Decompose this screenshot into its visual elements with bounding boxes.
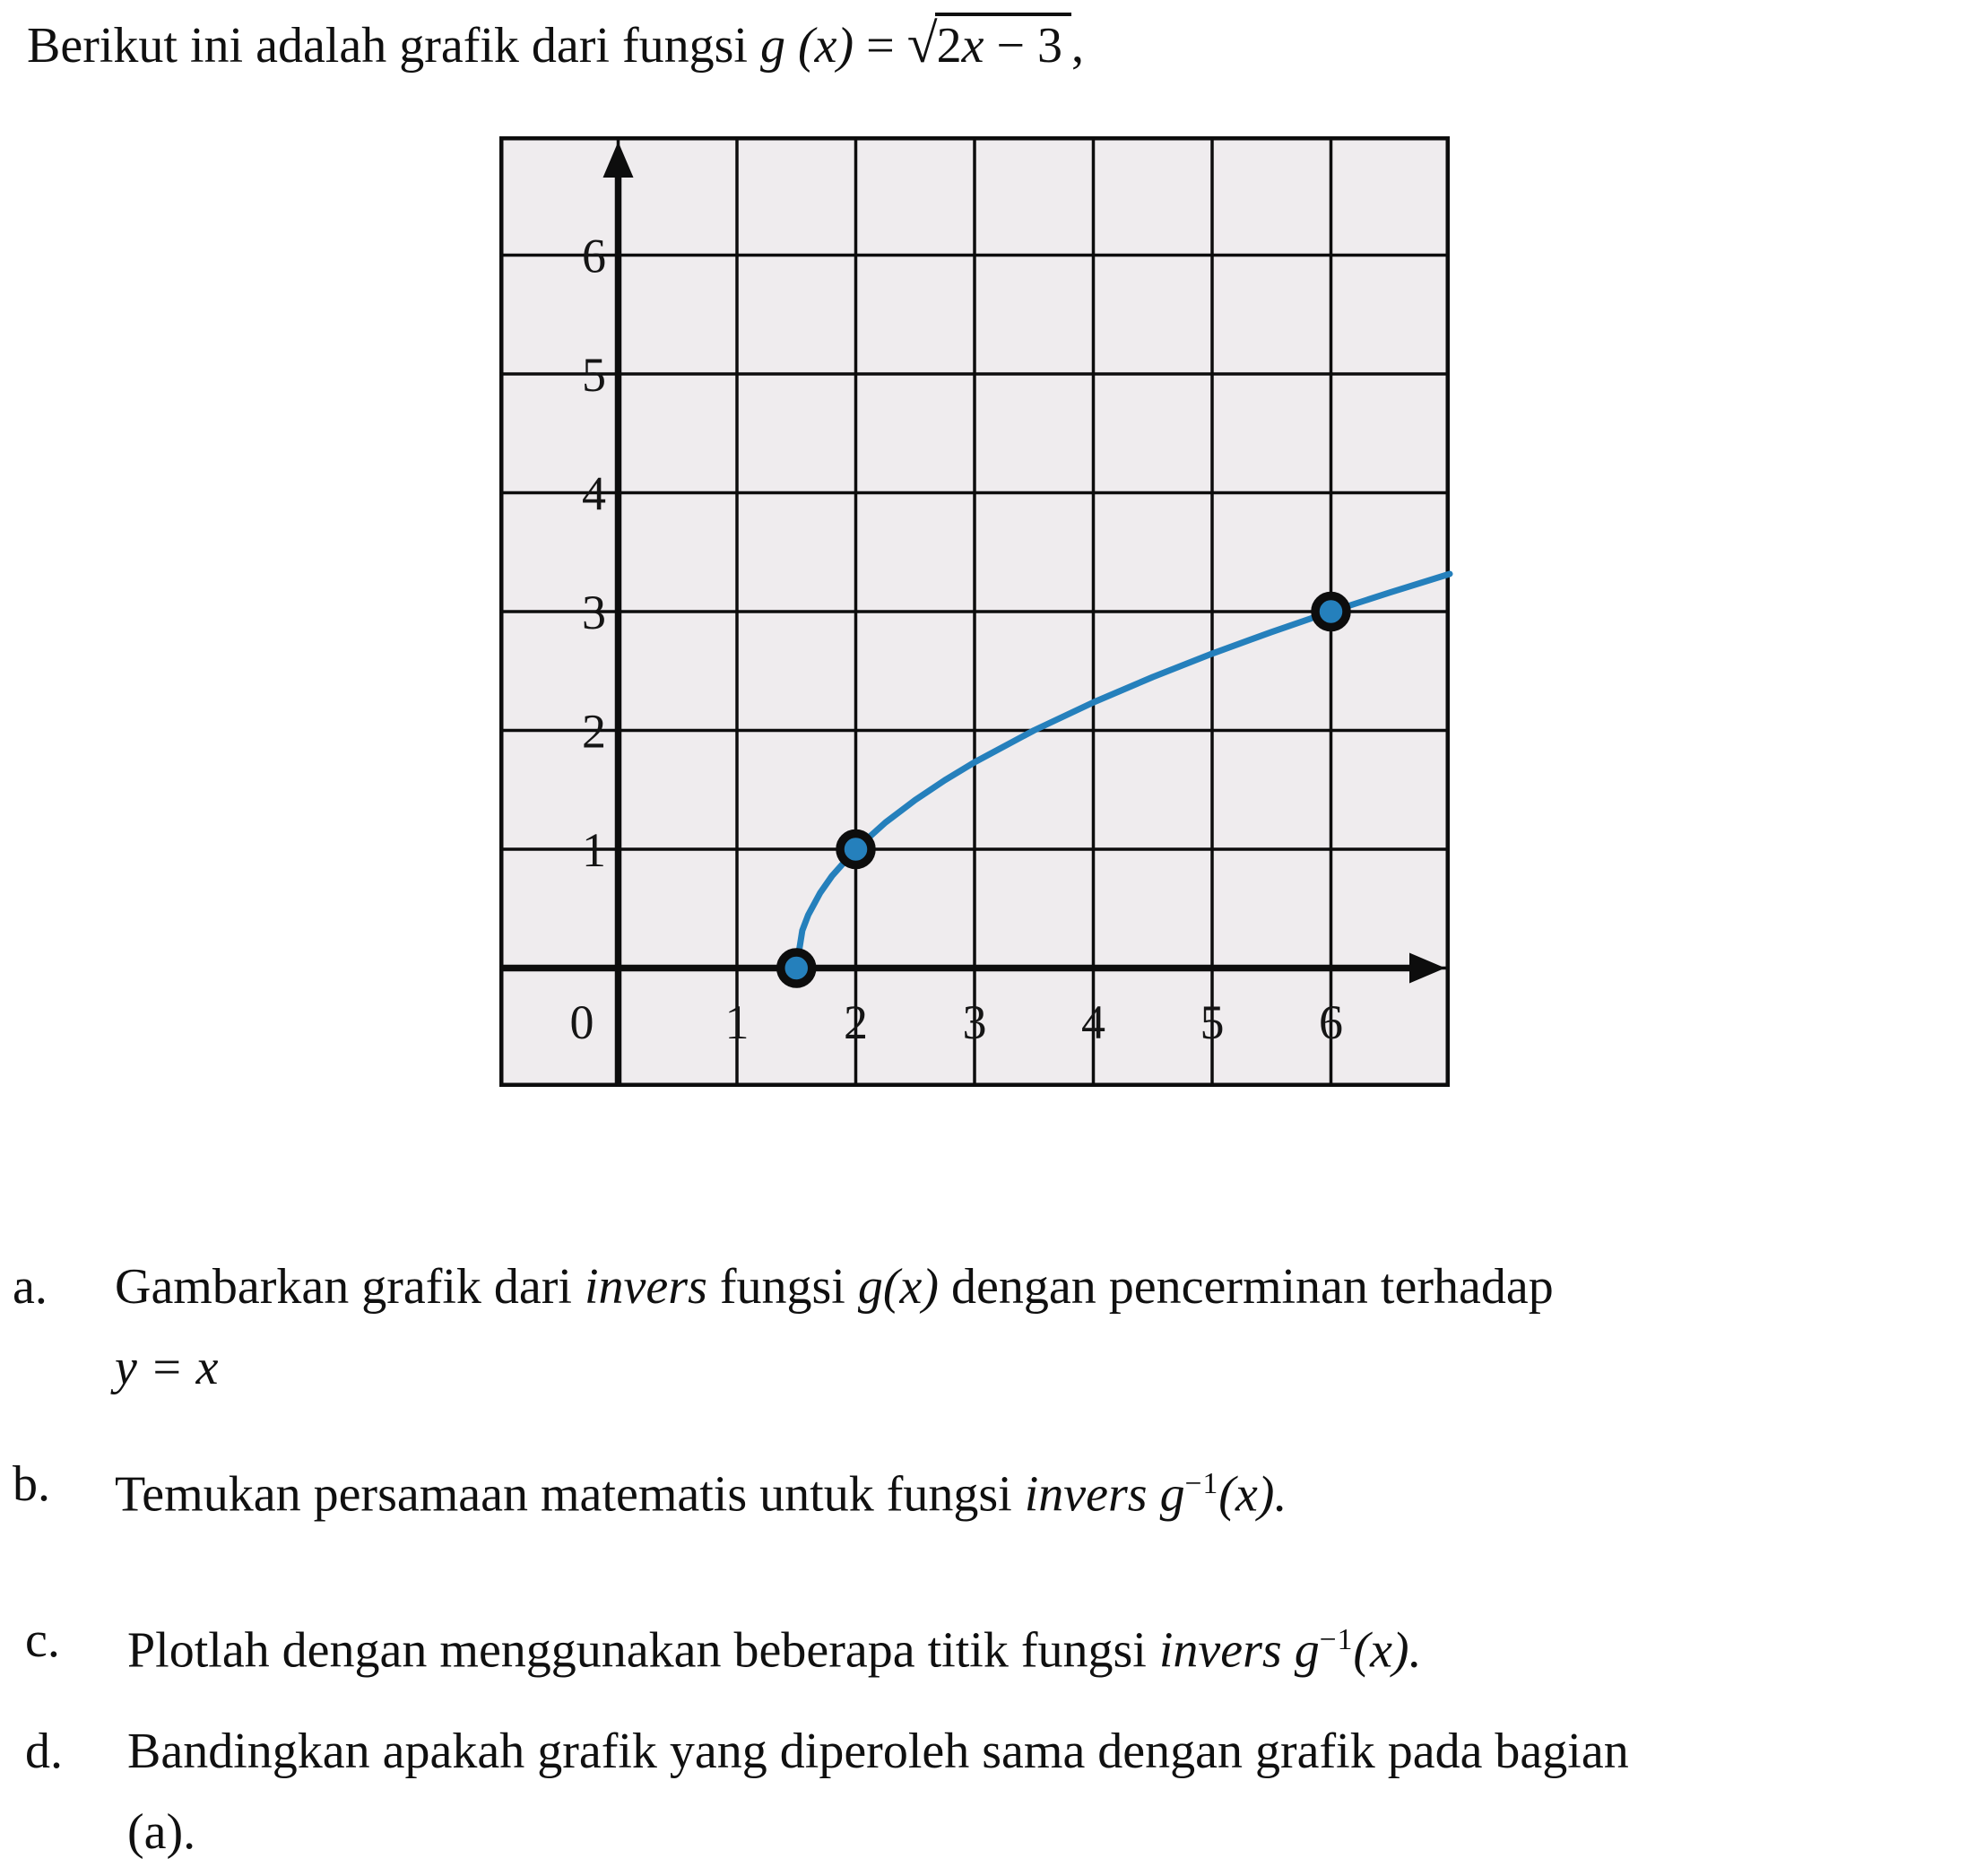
x-tick-label: 6: [1319, 995, 1343, 1049]
question-a-fragment: fungsi: [706, 1259, 858, 1315]
question-b-text: [115, 1446, 1963, 1533]
y-tick-label: 5: [582, 348, 606, 402]
radicand-coeff: 2: [936, 18, 962, 74]
title-text: Berikut ini adalah grafik dari fungsi: [27, 18, 760, 74]
title-function-name: g (x): [760, 18, 854, 74]
question-b-math-tail: (x).: [1218, 1466, 1287, 1523]
problem-title: [27, 7, 1084, 83]
title-equals: =: [854, 18, 907, 74]
marked-point: [781, 952, 812, 984]
radicand-var: x: [961, 18, 984, 74]
question-a-fragment: Gambarkan grafik dari: [115, 1259, 585, 1315]
x-tick-label: 0: [569, 995, 594, 1049]
y-tick-label: 1: [582, 823, 606, 877]
question-d-label: d.: [25, 1724, 63, 1779]
question-d-fragment: Bandingkan apakah grafik yang diperoleh sama dengan grafik pada bagian: [127, 1724, 1629, 1779]
x-tick-label: 1: [724, 995, 750, 1049]
x-tick-label: 3: [962, 995, 987, 1049]
x-tick-label: 5: [1200, 995, 1225, 1049]
question-c-label: c.: [25, 1612, 60, 1668]
y-tick-label: 2: [582, 704, 606, 759]
function-graph: [499, 136, 1450, 1087]
question-b-invers: invers: [1024, 1466, 1148, 1523]
question-a: [13, 1248, 1963, 1406]
question-c-fragment: Plotlah dengan menggunakan beberapa titik fungsi: [127, 1622, 1159, 1679]
x-tick-label: 4: [1081, 995, 1105, 1049]
question-a-invers: invers: [585, 1259, 707, 1315]
question-c-spacer: [1282, 1623, 1295, 1679]
question-c-math-base: g: [1294, 1622, 1320, 1679]
question-b-spacer: [1148, 1467, 1160, 1523]
question-d-text: [127, 1713, 1976, 1871]
x-tick-label: 2: [844, 995, 868, 1049]
question-a-text: [115, 1248, 1963, 1406]
question-b-fragment: Temukan persamaan matematis untuk fungsi: [115, 1466, 1025, 1523]
marked-point: [1315, 596, 1347, 628]
question-c-text: [127, 1602, 1976, 1689]
question-b-label: b.: [13, 1456, 50, 1512]
question-d-line2: (a).: [127, 1804, 196, 1860]
question-b-math-sup: −1: [1184, 1467, 1219, 1500]
sqrt-symbol: √: [906, 13, 938, 74]
question-c: [13, 1602, 1976, 1689]
y-tick-label: 4: [582, 466, 606, 521]
question-d: [13, 1713, 1976, 1871]
question-a-fragment: dengan pencerminan terhadap: [939, 1259, 1554, 1315]
question-c-invers: invers: [1158, 1622, 1282, 1679]
title-comma: ,: [1071, 18, 1085, 74]
grid-layer: [499, 136, 1450, 1087]
question-a-math: g(x): [857, 1259, 940, 1315]
radicand: [935, 13, 1071, 74]
question-a-label: a.: [13, 1259, 48, 1315]
question-b: [13, 1446, 1963, 1533]
question-c-math-tail: (x).: [1353, 1622, 1422, 1679]
y-tick-label: 6: [582, 229, 606, 283]
question-c-math-sup: −1: [1319, 1623, 1354, 1656]
radicand-rest: − 3: [984, 18, 1063, 74]
y-tick-label: 3: [582, 586, 606, 639]
marked-point: [840, 834, 871, 865]
question-a-line2: y = x: [115, 1340, 219, 1395]
question-b-math-base: g: [1159, 1466, 1185, 1523]
